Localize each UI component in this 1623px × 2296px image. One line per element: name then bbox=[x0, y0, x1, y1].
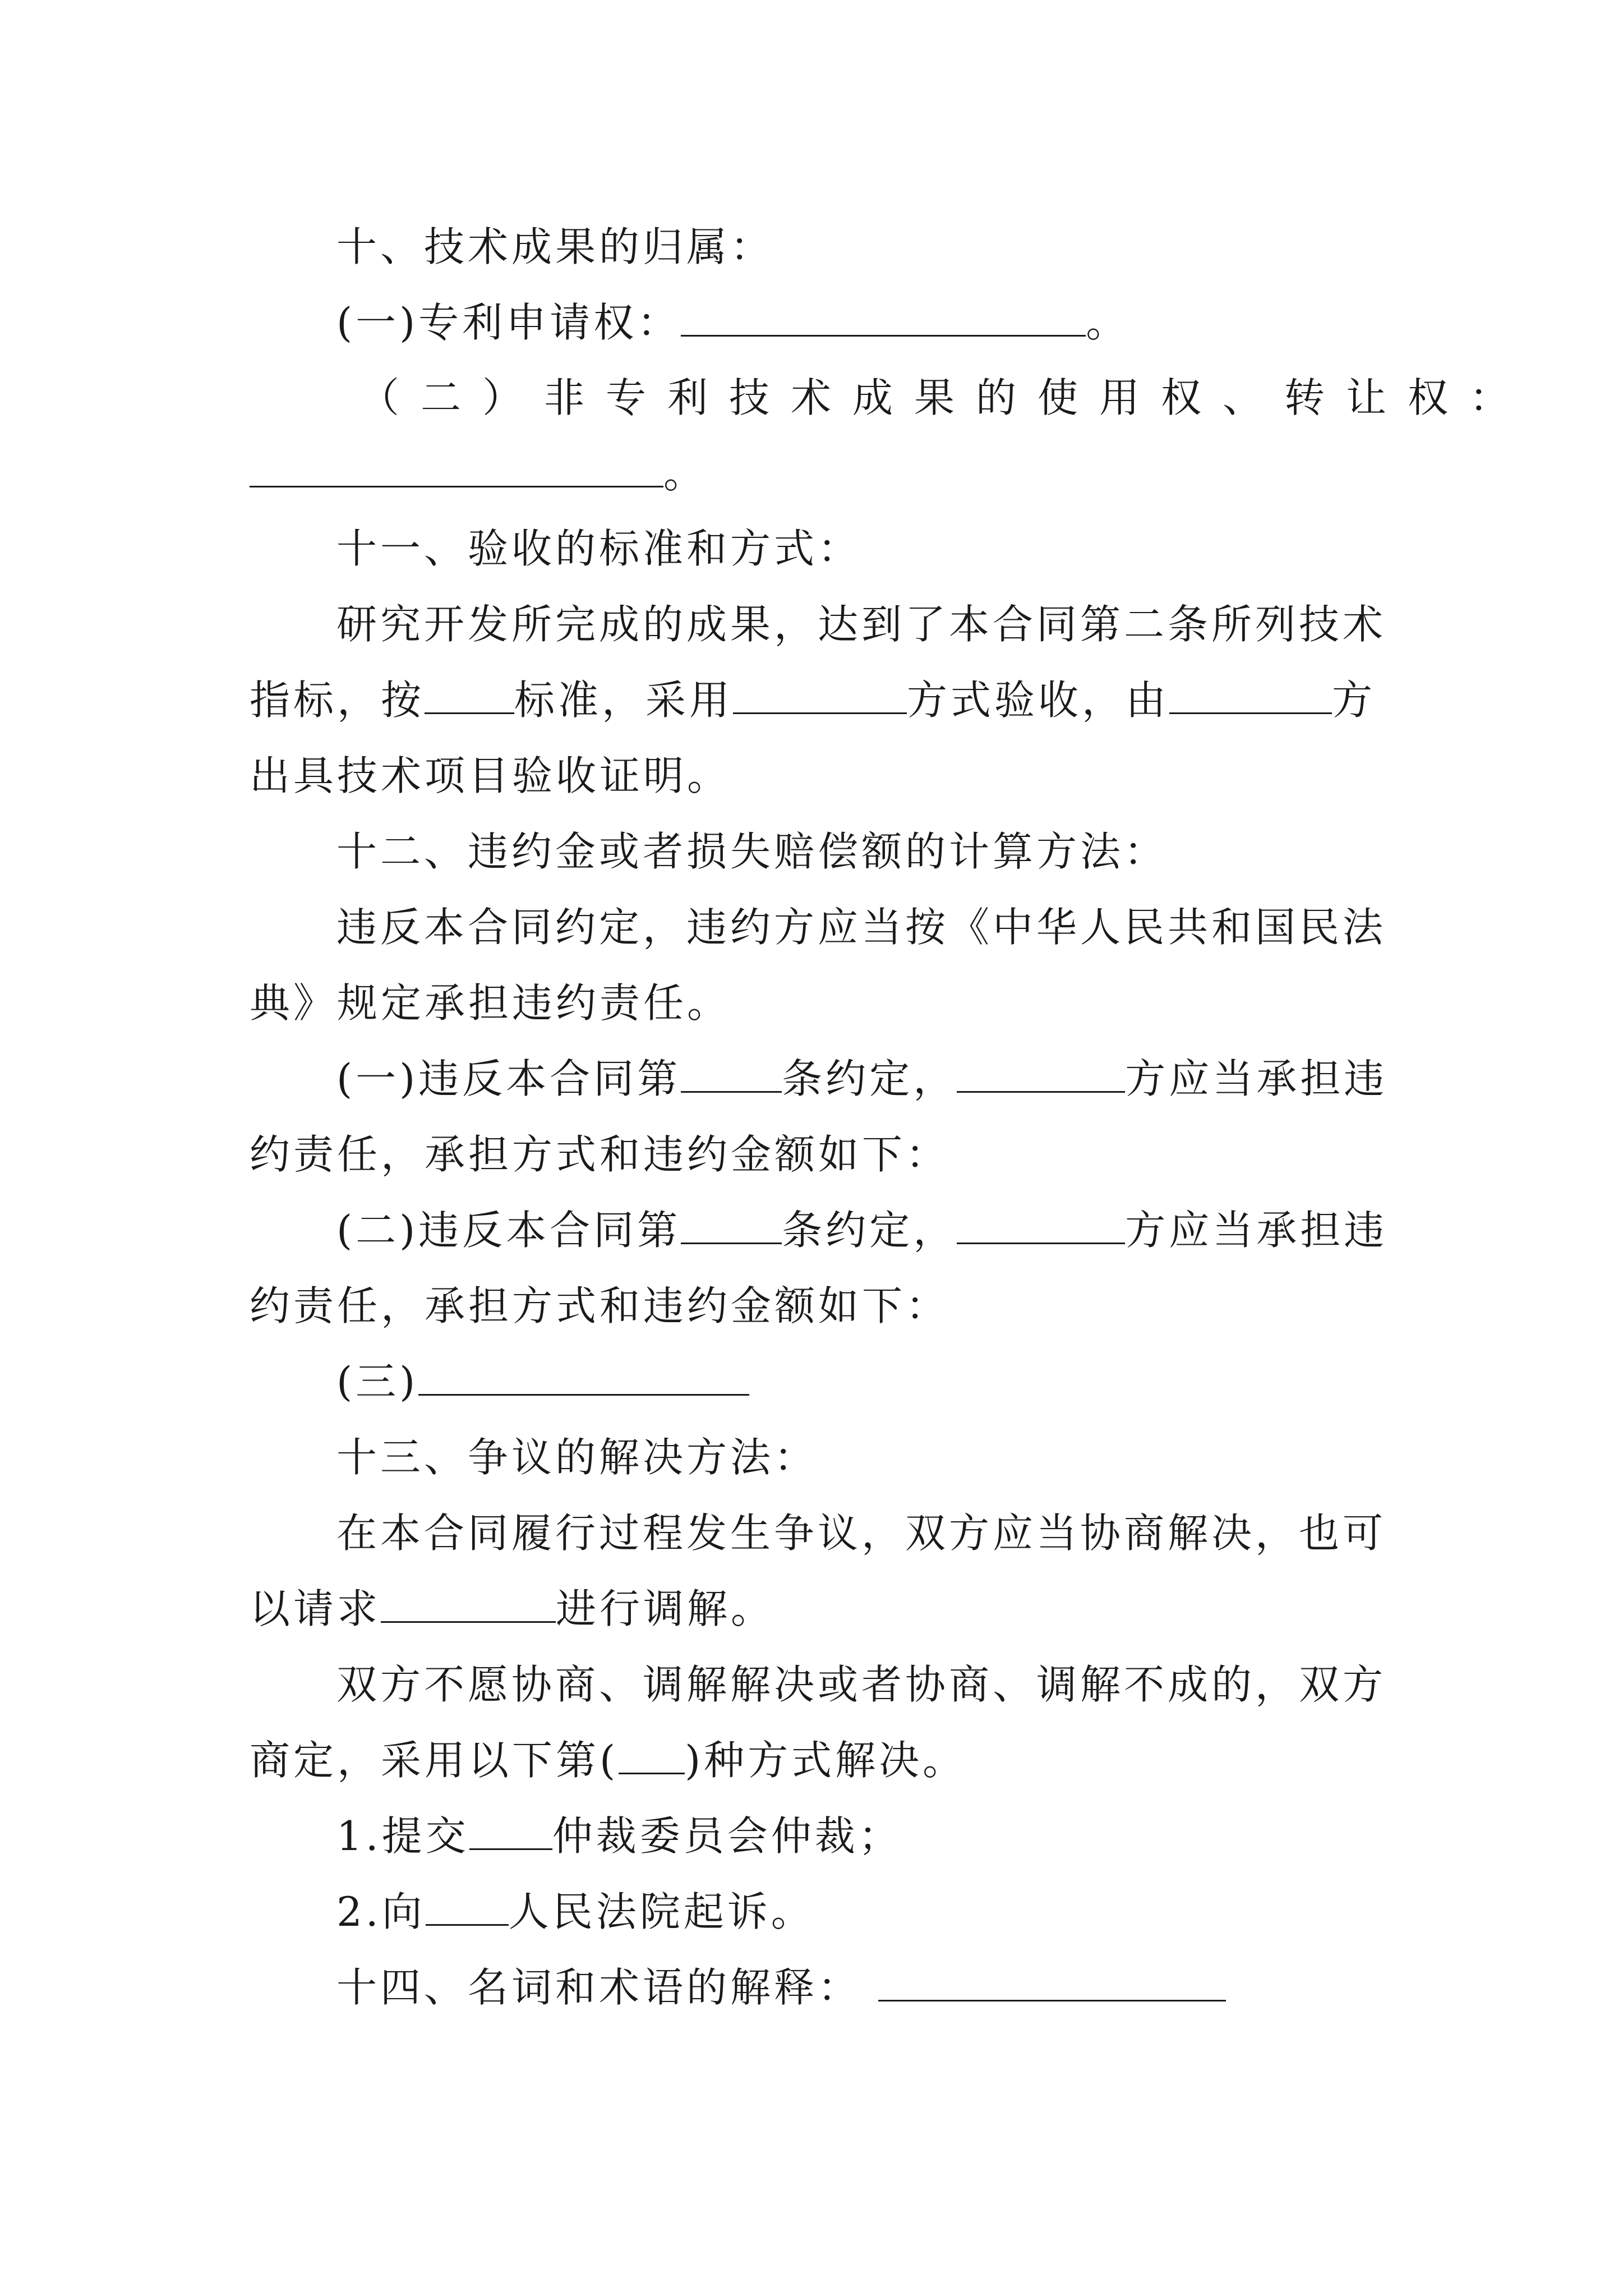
acceptance-text-2d: 方 bbox=[1332, 677, 1376, 724]
breach-text-2: 典》规定承担违约责任。 bbox=[250, 979, 731, 1027]
breach-item-2-cont: 约责任，承担方式和违约金额如下： bbox=[250, 1282, 950, 1329]
patent-application-right-end: 。 bbox=[1086, 299, 1130, 346]
section-10-heading-text: 十、技术成果的归属： bbox=[336, 223, 774, 270]
patent-application-right-line bbox=[336, 296, 1481, 349]
section-12-heading bbox=[336, 825, 1481, 878]
litigation-option-b: 人民法院起诉。 bbox=[508, 1888, 815, 1935]
non-patent-rights-end: 。 bbox=[663, 450, 708, 497]
dispute-text-line-1 bbox=[336, 1506, 1481, 1560]
non-patent-rights-line bbox=[359, 371, 1532, 425]
arbitration-option-line bbox=[336, 1809, 1481, 1863]
acceptance-standard-blank[interactable] bbox=[425, 673, 514, 714]
section-13-heading bbox=[336, 1430, 1481, 1484]
breach-item-2-party-blank[interactable] bbox=[957, 1203, 1125, 1244]
dispute-text-line-3 bbox=[336, 1658, 1481, 1711]
arbitration-option-a: 1.提交 bbox=[336, 1812, 469, 1860]
acceptance-text-3: 出具技术项目验收证明。 bbox=[250, 752, 731, 799]
dispute-text-4b: )种方式解决。 bbox=[685, 1737, 967, 1784]
non-patent-rights-blank-line bbox=[250, 447, 1394, 500]
breach-item-2b: 条约定， bbox=[782, 1207, 957, 1254]
acceptance-text-2a: 指标，按 bbox=[250, 677, 425, 724]
mediation-body-blank[interactable] bbox=[381, 1582, 556, 1623]
breach-text-line-2 bbox=[250, 976, 1394, 1030]
non-patent-rights-label: （二）非专利技术成果的使用权、转让权： bbox=[359, 374, 1532, 421]
dispute-text-line-4 bbox=[250, 1733, 1394, 1787]
section-12-heading-text: 十二、违约金或者损失赔偿额的计算方法： bbox=[336, 828, 1168, 875]
dispute-text-3: 双方不愿协商、调解解决或者协商、调解不成的，双方 bbox=[336, 1661, 1387, 1708]
breach-item-2-cont-line bbox=[250, 1279, 1394, 1333]
resolution-choice-blank[interactable] bbox=[619, 1733, 685, 1774]
acceptance-text-line-1 bbox=[336, 597, 1481, 651]
section-14-heading-text: 十四、名词和术语的解释： bbox=[336, 1964, 862, 2011]
breach-item-2-clause-blank[interactable] bbox=[681, 1203, 782, 1244]
dispute-text-2a: 以请求 bbox=[250, 1585, 381, 1632]
section-13-heading-text: 十三、争议的解决方法： bbox=[336, 1434, 818, 1481]
acceptance-text-2b: 标准，采用 bbox=[514, 677, 734, 724]
section-10-heading bbox=[336, 220, 1481, 274]
breach-item-1-line bbox=[336, 1052, 1481, 1106]
breach-item-3-blank[interactable] bbox=[418, 1355, 749, 1396]
dispute-text-2b: 进行调解。 bbox=[556, 1585, 775, 1632]
breach-item-1b: 条约定， bbox=[782, 1055, 957, 1102]
breach-text-line-1 bbox=[336, 900, 1481, 954]
acceptance-method-blank[interactable] bbox=[733, 673, 907, 714]
patent-application-right-blank[interactable] bbox=[681, 296, 1086, 337]
court-blank[interactable] bbox=[426, 1885, 509, 1926]
breach-item-3-label: (三) bbox=[336, 1358, 419, 1405]
breach-item-1-clause-blank[interactable] bbox=[681, 1052, 782, 1093]
litigation-option-a: 2.向 bbox=[336, 1888, 426, 1935]
breach-item-1-cont: 约责任，承担方式和违约金额如下： bbox=[250, 1131, 950, 1178]
acceptance-text-1: 研究开发所完成的成果，达到了本合同第二条所列技术 bbox=[336, 601, 1387, 648]
acceptance-text-line-2 bbox=[250, 673, 1394, 727]
patent-application-right-label: (一)专利申请权： bbox=[336, 299, 681, 346]
acceptance-text-line-3 bbox=[250, 749, 1394, 803]
breach-item-2a: (二)违反本合同第 bbox=[336, 1207, 681, 1254]
section-14-heading bbox=[336, 1961, 1481, 2014]
acceptance-text-2c: 方式验收，由 bbox=[907, 677, 1170, 724]
breach-item-1c: 方应当承担违 bbox=[1125, 1055, 1388, 1102]
breach-item-3-line bbox=[336, 1355, 1481, 1409]
breach-item-1a: (一)违反本合同第 bbox=[336, 1055, 681, 1102]
breach-item-1-party-blank[interactable] bbox=[957, 1052, 1125, 1093]
section-11-heading-text: 十一、验收的标准和方式： bbox=[336, 525, 862, 572]
non-patent-rights-blank[interactable] bbox=[250, 447, 663, 487]
terms-definition-blank[interactable] bbox=[878, 1961, 1226, 2001]
breach-item-2-line bbox=[336, 1203, 1481, 1257]
acceptance-party-blank[interactable] bbox=[1169, 673, 1332, 714]
dispute-text-line-2 bbox=[250, 1582, 1394, 1636]
arbitration-option-b: 仲裁委员会仲裁； bbox=[552, 1812, 902, 1860]
breach-text-1: 违反本合同约定，违约方应当按《中华人民共和国民法 bbox=[336, 904, 1387, 951]
breach-item-1-cont-line bbox=[250, 1128, 1394, 1181]
dispute-text-4a: 商定，采用以下第( bbox=[250, 1737, 619, 1784]
arbitration-commission-blank[interactable] bbox=[469, 1809, 552, 1850]
litigation-option-line bbox=[336, 1885, 1481, 1939]
section-11-heading bbox=[336, 522, 1481, 576]
dispute-text-1: 在本合同履行过程发生争议，双方应当协商解决，也可 bbox=[336, 1510, 1387, 1557]
breach-item-2c: 方应当承担违 bbox=[1125, 1207, 1388, 1254]
